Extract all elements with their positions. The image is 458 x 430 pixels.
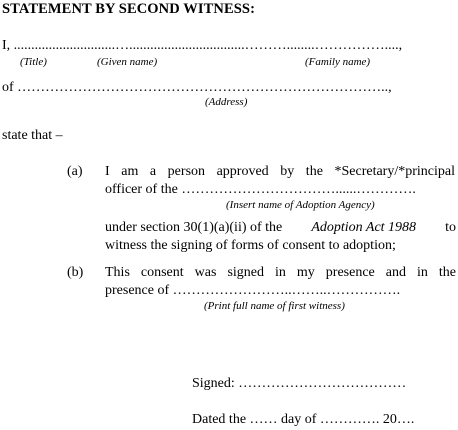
- item-a-agency-line[interactable]: officer of the ……………………………......………….: [105, 182, 416, 197]
- title-caption: (Title): [20, 56, 47, 68]
- item-b-caption: (Print full name of first witness): [204, 300, 345, 312]
- item-b-witness-line[interactable]: presence of ……………………..……..…………….: [105, 283, 401, 298]
- address-caption: (Address): [205, 96, 248, 108]
- given-name-caption: (Given name): [97, 56, 158, 68]
- form-heading: STATEMENT BY SECOND WITNESS:: [2, 1, 255, 17]
- dated-line[interactable]: Dated the …… day of …………. 20….: [192, 412, 415, 427]
- item-a-line3-pre: under section 30(1)(a)(ii) of the: [105, 220, 283, 235]
- signed-line[interactable]: Signed: ………………………………: [192, 376, 407, 391]
- item-b-label: (b): [67, 265, 84, 280]
- item-b-line1: This consent was signed in my presence and in the: [105, 265, 456, 280]
- name-line[interactable]: I, .............................….................................………........……………....,: [2, 38, 403, 53]
- item-a-line3-post: to: [445, 220, 456, 235]
- address-line[interactable]: of ……………………………………………………………………..,: [2, 80, 392, 95]
- state-that-text: state that –: [2, 128, 63, 143]
- item-a-label: (a): [67, 164, 83, 179]
- item-a-line4: witness the signing of forms of consent to adoption;: [105, 238, 396, 253]
- item-a-caption: (Insert name of Adoption Agency): [226, 199, 375, 211]
- item-a-line3: [105, 220, 456, 236]
- family-name-caption: (Family name): [305, 56, 371, 68]
- item-a-line1: I am a person approved by the *Secretary/*principal: [105, 164, 455, 179]
- adoption-act-reference: Adoption Act 1988: [311, 220, 417, 235]
